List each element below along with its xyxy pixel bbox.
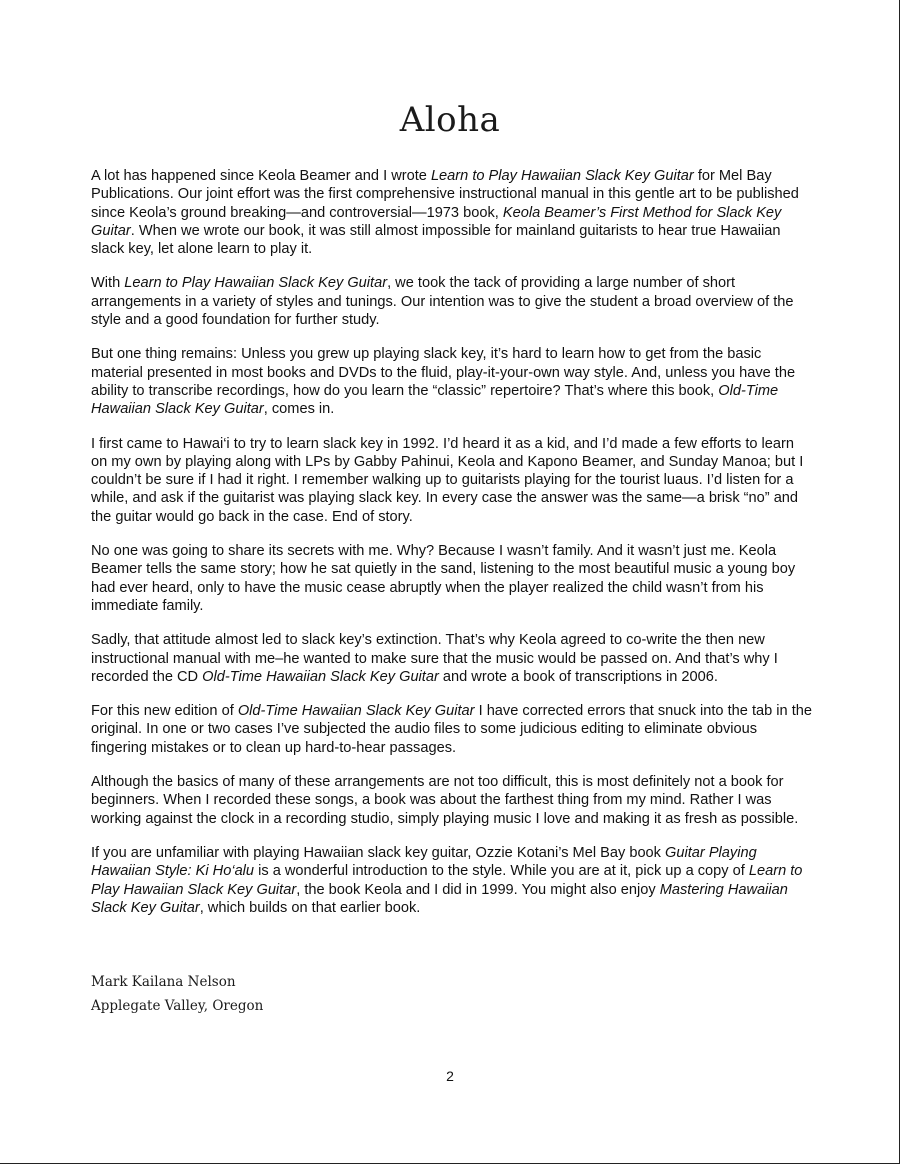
book-title-italic: Learn to Play Hawaiian Slack Key Guitar	[124, 275, 388, 292]
signature-block	[91, 970, 263, 1018]
paragraph-3	[91, 345, 813, 418]
paragraph-text: , which builds on that earlier book.	[199, 899, 421, 916]
paragraph-9	[91, 844, 813, 917]
book-title-italic: Mastering Hawaiian Slack Key Guitar	[91, 881, 788, 916]
paragraph-text: , comes in.	[263, 401, 335, 418]
paragraph-text: . When we wrote our book, it was still almost impossible for mainland guitarists to hear true Hawaiian slack key, let alone learn to play it.	[91, 222, 781, 258]
book-title-italic: Old-Time Hawaiian Slack Key Guitar	[237, 703, 475, 720]
book-title-italic: Learn to Play Hawaiian Slack Key Guitar	[430, 168, 694, 184]
paragraph-text: A lot has happened since Keola Beamer and I wrote	[91, 168, 431, 184]
paragraph-text: for Mel Bay Publications. Our joint effort was the first comprehensive instructional manual in this gentle art to be published since Keola’s ground breaking—and controversial—1973 book,	[91, 168, 799, 221]
paragraph-text: I have corrected errors that snuck into the tab in the original. In one or two cases I’ve subjected the audio files to some judicious editing to eliminate obvious fingering mistakes or to clean up hard-to-hear passages.	[91, 703, 812, 756]
author-location: Applegate Valley, Oregon	[91, 998, 264, 1014]
paragraph-text: For this new edition of	[91, 703, 238, 720]
paragraph-2	[91, 274, 813, 329]
paragraph-text: is a wonderful introduction to the style. While you are at it, pick up a copy of	[254, 863, 749, 880]
book-title-italic: Keola Beamer’s First Method for Slack Key Guitar	[91, 204, 782, 239]
book-title-italic: Old-Time Hawaiian Slack Key Guitar	[91, 382, 779, 418]
paragraph-7	[91, 702, 813, 757]
paragraph-1	[91, 167, 813, 258]
book-title-italic: Old-Time Hawaiian Slack Key Guitar	[202, 668, 439, 685]
paragraph-4: I first came to Hawai‘i to try to learn slack key in 1992. I’d heard it as a kid, and I’d made a few efforts to learn on my own by playing along with LPs by Gabby Pahinui, Keola and Kapono Beamer, and Sunday Manoa; but I couldn’t be sure if I had it right. I remember walking up to guitarists playing for the tourist luaus. I’d listen for a while, and ask if the guitarist was playing slack key. In every case the answer was the same—a brisk “no” and the guitar would go back in the case. End of story.	[91, 435, 804, 525]
book-title-italic: Learn to Play Hawaiian Slack Key Guitar	[91, 863, 803, 898]
paragraph-6	[91, 631, 813, 686]
paragraph-text: With	[91, 275, 125, 292]
paragraph-8: Although the basics of many of these arrangements are not too difficult, this is most definitely not a book for beginners. When I recorded these songs, a book was about the farthest thing from my mind. Rather I was working against the clock in a recording studio, simply playing music I love and making it as fresh as possible.	[91, 774, 799, 827]
paragraph-text: But one thing remains: Unless you grew up playing slack key, it’s hard to learn how to get from the basic material presented in most books and DVDs to the fluid, play-it-your-own way style. And, unless you have the ability to transcribe recordings, how do you learn the “classic” repertoire? That’s where this book,	[91, 346, 796, 399]
paragraph-text: , we took the tack of providing a large number of short arrangements in a variety of styles and tunings. Our intention was to give the student a broad overview of the style and a good foundation for further study.	[91, 275, 794, 329]
book-title-italic: Guitar Playing Hawaiian Style: Ki Ho‘alu	[91, 844, 757, 880]
page-title: Aloha	[399, 100, 501, 140]
author-name: Mark Kailana Nelson	[91, 974, 236, 990]
page-number: 2	[446, 1068, 454, 1084]
paragraph-text: Sadly, that attitude almost led to slack key’s extinction. That’s why Keola agreed to co-write the then new instructional manual with me–he wanted to make sure that the music would be passed on. And that’s why I recorded the CD	[91, 632, 778, 685]
paragraph-5: No one was going to share its secrets with me. Why? Because I wasn’t family. And it wasn’t just me. Keola Beamer tells the same story; how he sat quietly in the sand, listening to the most beautiful music a young boy had ever heard, only to have the music cease abruptly when the player realized the child wasn’t from his immediate family.	[91, 543, 796, 614]
paragraph-text: and wrote a book of transcriptions in 2006.	[438, 668, 718, 685]
paragraph-text: If you are unfamiliar with playing Hawaiian slack key guitar, Ozzie Kotani’s Mel Bay book	[91, 844, 666, 861]
body-text	[91, 167, 813, 933]
paragraph-text: , the book Keola and I did in 1999. You might also enjoy	[296, 881, 660, 898]
